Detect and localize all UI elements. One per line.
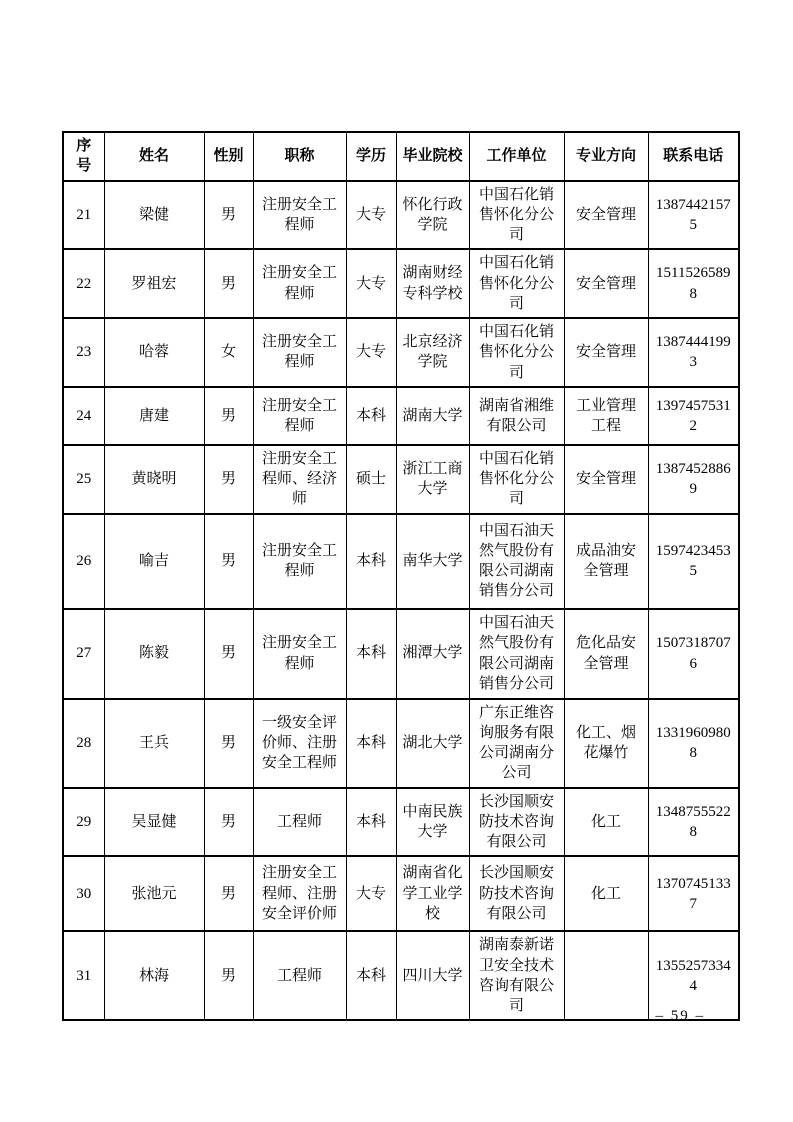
table-cell: 中南民族大学 [396,788,469,857]
table-cell: 注册安全工程师 [253,181,346,250]
table-cell: 13874528869 [648,445,739,514]
table-cell: 吴显健 [104,788,204,857]
table-cell: 张池元 [104,856,204,931]
column-header-3: 职称 [253,132,346,181]
table-cell: 本科 [346,514,396,609]
table-cell: 中国石化销售怀化分公司 [469,445,564,514]
table-cell: 注册安全工程师 [253,318,346,387]
table-cell: 中国石油天然气股份有限公司湖南销售分公司 [469,514,564,609]
table-cell: 湖南财经专科学校 [396,249,469,318]
table-cell: 男 [204,609,253,699]
table-cell: 男 [204,387,253,445]
table-cell: 注册安全工程师 [253,514,346,609]
table-cell: 成品油安全管理 [564,514,648,609]
table-cell: 注册安全工程师 [253,249,346,318]
table-cell: 15073187076 [648,609,739,699]
table-cell: 30 [63,856,104,931]
table-cell: 13487555228 [648,788,739,857]
table-cell: 安全管理 [564,318,648,387]
table-row [63,514,739,609]
table-cell: 13874421575 [648,181,739,250]
table-cell: 喻吉 [104,514,204,609]
column-header-2: 性别 [204,132,253,181]
table-cell: 25 [63,445,104,514]
table-cell: 男 [204,856,253,931]
table-cell: 大专 [346,856,396,931]
table-cell: 男 [204,445,253,514]
table-cell: 工业管理工程 [564,387,648,445]
table-cell: 13552573344 [648,931,739,1020]
table-cell: 四川大学 [396,931,469,1020]
table-cell: 湖南大学 [396,387,469,445]
table-row [63,788,739,857]
table-cell: 哈蓉 [104,318,204,387]
table-row [63,445,739,514]
table-row [63,249,739,318]
table-cell: 男 [204,788,253,857]
table-cell: 林海 [104,931,204,1020]
table-cell: 化工 [564,856,648,931]
table-cell: 26 [63,514,104,609]
table-cell: 22 [63,249,104,318]
table-row [63,609,739,699]
table-cell: 湖北大学 [396,699,469,788]
table-cell: 化工、烟花爆竹 [564,699,648,788]
table-cell: 工程师 [253,788,346,857]
table-cell: 湖南省化学工业学校 [396,856,469,931]
table-cell: 危化品安全管理 [564,609,648,699]
column-header-6: 工作单位 [469,132,564,181]
table-cell: 15974234535 [648,514,739,609]
table-cell: 中国石化销售怀化分公司 [469,318,564,387]
table-cell: 31 [63,931,104,1020]
table-cell: 长沙国顺安防技术咨询有限公司 [469,856,564,931]
table-row [63,318,739,387]
table-cell: 广东正维咨询服务有限公司湖南分公司 [469,699,564,788]
table-cell: 23 [63,318,104,387]
table-cell: 黄晓明 [104,445,204,514]
column-header-1: 姓名 [104,132,204,181]
column-header-0: 序号 [63,132,104,181]
table-cell: 13707451337 [648,856,739,931]
table-cell: 注册安全工程师 [253,387,346,445]
table-cell: 长沙国顺安防技术咨询有限公司 [469,788,564,857]
table-cell: 本科 [346,788,396,857]
table-cell: 安全管理 [564,181,648,250]
table-cell: 本科 [346,699,396,788]
table-cell: 男 [204,181,253,250]
table-cell: 13874441993 [648,318,739,387]
column-header-5: 毕业院校 [396,132,469,181]
table-cell: 王兵 [104,699,204,788]
table-cell: 南华大学 [396,514,469,609]
table-cell: 大专 [346,249,396,318]
table-cell: 注册安全工程师、经济师 [253,445,346,514]
table-cell: 中国石化销售怀化分公司 [469,249,564,318]
table-cell: 一级安全评价师、注册安全工程师 [253,699,346,788]
table-cell: 中国石油天然气股份有限公司湖南销售分公司 [469,609,564,699]
table-row [63,181,739,250]
table-cell: 工程师 [253,931,346,1020]
table-cell: 本科 [346,387,396,445]
roster-table-body [63,181,739,1021]
table-cell: 陈毅 [104,609,204,699]
table-cell: 安全管理 [564,445,648,514]
table-cell: 化工 [564,788,648,857]
table-cell: 怀化行政学院 [396,181,469,250]
table-cell: 唐建 [104,387,204,445]
table-cell: 男 [204,514,253,609]
table-cell: 北京经济学院 [396,318,469,387]
column-header-4: 学历 [346,132,396,181]
table-row [63,856,739,931]
table-cell: 24 [63,387,104,445]
table-row [63,699,739,788]
table-cell: 本科 [346,609,396,699]
table-cell: 女 [204,318,253,387]
table-cell: 注册安全工程师、注册安全评价师 [253,856,346,931]
table-cell: 29 [63,788,104,857]
table-cell: 湖南省湘维有限公司 [469,387,564,445]
table-cell: 大专 [346,181,396,250]
roster-table-header-row [63,132,739,181]
table-cell: 安全管理 [564,249,648,318]
table-row [63,931,739,1020]
table-cell: 浙江工商大学 [396,445,469,514]
table-cell: 硕士 [346,445,396,514]
page-number: – 59 – [655,1008,705,1024]
table-cell: 梁健 [104,181,204,250]
table-cell: 中国石化销售怀化分公司 [469,181,564,250]
table-cell: 28 [63,699,104,788]
table-cell: 大专 [346,318,396,387]
table-cell: 13319609808 [648,699,739,788]
column-header-7: 专业方向 [564,132,648,181]
table-cell: 21 [63,181,104,250]
table-row [63,387,739,445]
personnel-roster-table [62,131,740,1021]
column-header-8: 联系电话 [648,132,739,181]
table-cell: 注册安全工程师 [253,609,346,699]
table-cell: 罗祖宏 [104,249,204,318]
table-cell: 13974575312 [648,387,739,445]
table-cell: 15115265898 [648,249,739,318]
table-cell: 男 [204,249,253,318]
table-cell: 湘潭大学 [396,609,469,699]
table-cell: 本科 [346,931,396,1020]
table-cell: 湖南泰新诺卫安全技术咨询有限公司 [469,931,564,1020]
table-cell: 27 [63,609,104,699]
table-cell [564,931,648,1020]
table-cell: 男 [204,931,253,1020]
table-header [63,132,739,181]
table-cell: 男 [204,699,253,788]
